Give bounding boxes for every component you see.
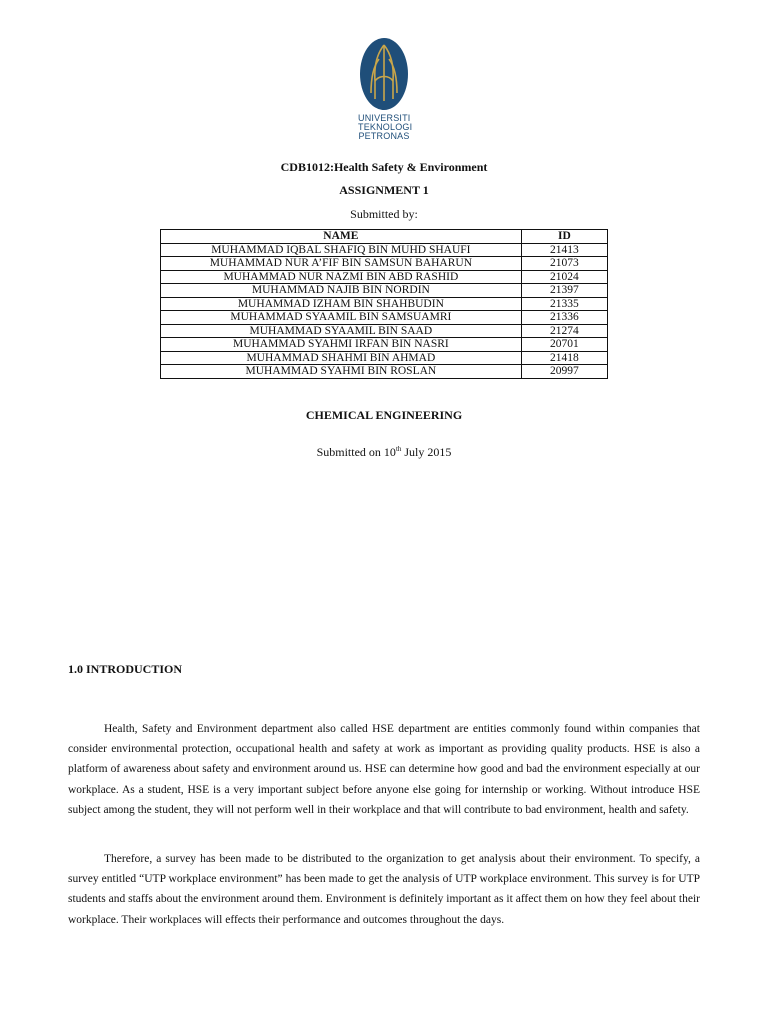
table-row [161,270,608,284]
member-id: 21335 [521,297,607,311]
member-id: 21274 [521,324,607,338]
submission-date-prefix: Submitted on 10 [316,445,396,459]
table-row [161,243,608,257]
table-row [161,284,608,298]
submission-date-ordinal: th [395,445,402,453]
logo-line: PETRONAS [358,131,410,141]
university-logo [358,37,413,141]
member-id: 21073 [521,257,607,271]
member-id: 21024 [521,270,607,284]
submission-date-suffix: July 2015 [401,445,452,459]
members-table [160,229,608,379]
submitted-by-label: Submitted by: [350,207,418,221]
table-row [161,311,608,325]
column-header-id: ID [521,230,607,244]
table-row [161,324,608,338]
member-name: MUHAMMAD NAJIB BIN NORDIN [161,284,522,298]
section-heading: 1.0 INTRODUCTION [68,662,183,676]
table-row [161,297,608,311]
member-name: MUHAMMAD SYAAMIL BIN SAMSUAMRI [161,311,522,325]
member-name: MUHAMMAD IQBAL SHAFIQ BIN MUHD SHAUFI [161,243,522,257]
member-id: 21418 [521,351,607,365]
table-row [161,257,608,271]
table-header-row [161,230,608,244]
member-id: 21397 [521,284,607,298]
member-id: 20701 [521,338,607,352]
intro-paragraph: Health, Safety and Environment department also called HSE department are entities commonly found within companies that consider environmental protection, occupational health and safety at work as important as providing quality products. HSE is also a platform of awareness about safety and environment around us. HSE can determine how good and bad the environment especially at our workplace. As a student, HSE is a very important subject before anyone else going for internship or working. Without introduce HSE subject among the student, they will not perform well in their workplace and that will contribute to bad environment, health and safety. [68,723,700,816]
member-name: MUHAMMAD SYAHMI IRFAN BIN NASRI [161,338,522,352]
member-name: MUHAMMAD SHAHMI BIN AHMAD [161,351,522,365]
member-name: MUHAMMAD IZHAM BIN SHAHBUDIN [161,297,522,311]
member-name: MUHAMMAD NUR NAZMI BIN ABD RASHID [161,270,522,284]
intro-paragraph: Therefore, a survey has been made to be distributed to the organization to get analysis about their environment. To specify, a survey entitled “UTP workplace environment” has been made to get the analysis of UTP workplace environment. This survey is for UTP students and staffs about the environment around them. Environment is definitely important as it affect them on how they feel about their workplace. Their workplaces will effects their performance and outcomes throughout the days. [68,853,700,926]
table-row [161,351,608,365]
utp-emblem-icon [359,37,409,111]
table-row [161,338,608,352]
member-name: MUHAMMAD NUR A’FIF BIN SAMSUN BAHARUN [161,257,522,271]
department-title: CHEMICAL ENGINEERING [305,408,463,422]
logo-wordmark [358,113,413,141]
member-id: 21413 [521,243,607,257]
member-name: MUHAMMAD SYAHMI BIN ROSLAN [161,365,522,379]
course-title: CDB1012:Health Safety & Environment [280,160,488,174]
member-id: 20997 [521,365,607,379]
member-id: 21336 [521,311,607,325]
table-row [161,365,608,379]
assignment-title: ASSIGNMENT 1 [339,183,429,197]
member-name: MUHAMMAD SYAAMIL BIN SAAD [161,324,522,338]
column-header-name: NAME [161,230,522,244]
logo-line: UNIVERSITI [358,113,411,123]
logo-line: TEKNOLOGI [358,122,413,132]
submission-date [0,445,768,460]
